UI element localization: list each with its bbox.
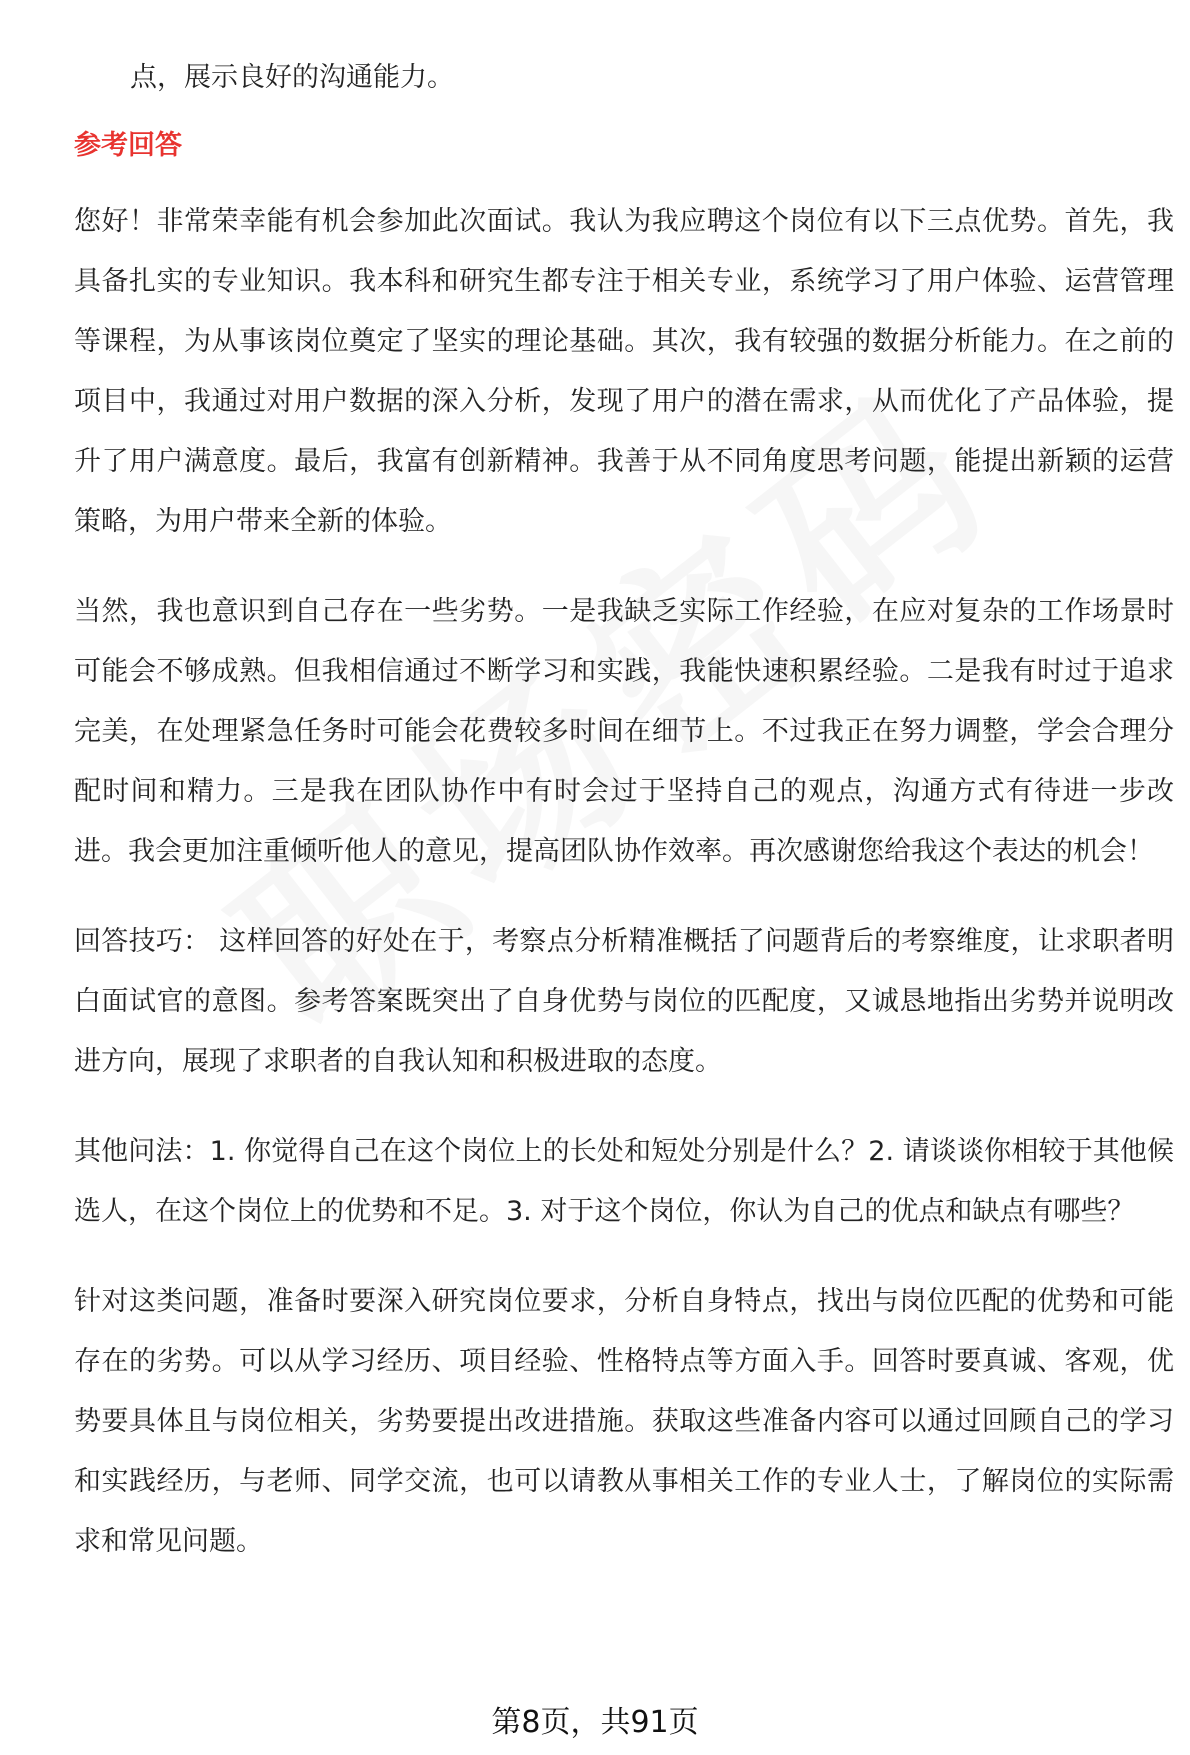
continuation-text: 点，展示良好的沟通能力。 [130,62,454,93]
paragraph-answer-strengths: 您好！非常荣幸能有机会参加此次面试。我认为我应聘这个岗位有以下三点优势。首先，我具备扎实的专业知识。我本科和研究生都专注于相关专业，系统学习了用户体验、运营管理等课程，为从事该岗位奠定了坚实的理论基础。其次，我有较强的数据分析能力。在之前的项目中，我通过对用户数据的深入分析，发现了用户的潜在需求，从而优化了产品体验，提升了用户满意度。最后，我富有创新精神。我善于从不同角度思考问题，能提出新颖的运营策略，为用户带来全新的体验。 [74,206,1174,537]
page-number-footer: 第8页，共91页 [491,1705,699,1740]
page-content [74,48,1174,1602]
paragraph-preparation: 针对这类问题，准备时要深入研究岗位要求，分析自身特点，找出与岗位匹配的优势和可能存在的劣势。可以从学习经历、项目经验、性格特点等方面入手。回答时要真诚、客观，优势要具体且与岗位相关，劣势要提出改进措施。获取这些准备内容可以通过回顾自己的学习和实践经历，与老师、同学交流，也可以请教从事相关工作的专业人士，了解岗位的实际需求和常见问题。 [74,1286,1174,1557]
paragraph-answer-tips: 回答技巧： 这样回答的好处在于，考察点分析精准概括了问题背后的考察维度，让求职者明白面试官的意图。参考答案既突出了自身优势与岗位的匹配度，又诚恳地指出劣势并说明改进方向，展现了求职者的自我认知和积极进取的态度。 [74,926,1174,1077]
paragraph-other-questions: 其他问法：1. 你觉得自己在这个岗位上的长处和短处分别是什么？2. 请谈谈你相较于其他候选人，在这个岗位上的优势和不足。3. 对于这个岗位，你认为自己的优点和缺点有哪些？ [74,1136,1174,1227]
paragraph-answer-weaknesses: 当然，我也意识到自己存在一些劣势。一是我缺乏实际工作经验，在应对复杂的工作场景时可能会不够成熟。但我相信通过不断学习和实践，我能快速积累经验。二是我有时过于追求完美，在处理紧急任务时可能会花费较多时间在细节上。不过我正在努力调整，学会合理分配时间和精力。三是我在团队协作中有时会过于坚持自己的观点，沟通方式有待进一步改进。我会更加注重倾听他人的意见，提高团队协作效率。再次感谢您给我这个表达的机会！ [74,596,1174,867]
section-heading: 参考回答 [74,130,182,161]
